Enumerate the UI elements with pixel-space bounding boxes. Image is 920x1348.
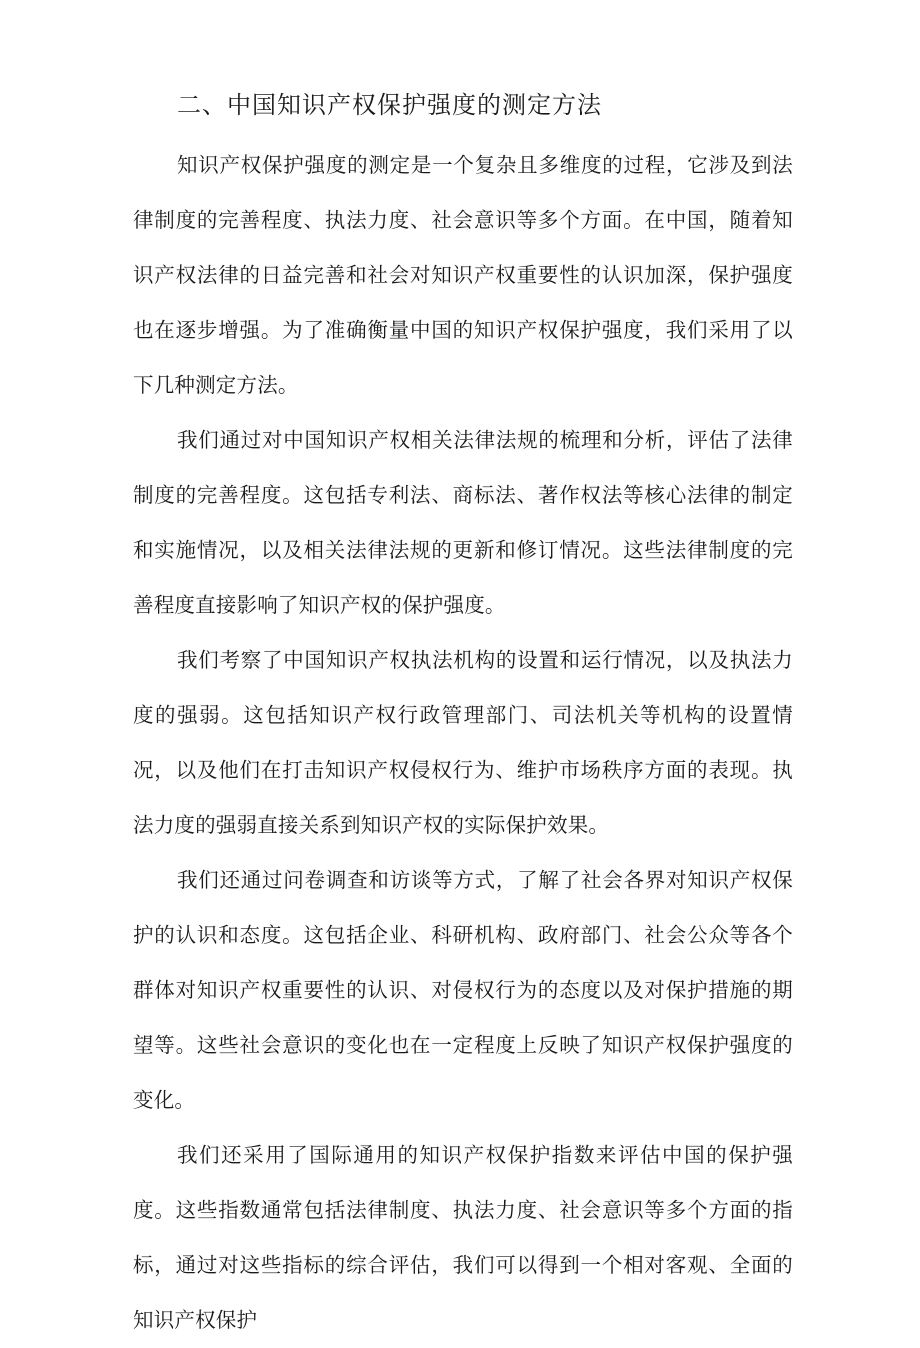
paragraph-1: 知识产权保护强度的测定是一个复杂且多维度的过程，它涉及到法律制度的完善程度、执法力度、社会意识等多个方面。在中国，随着知识产权法律的日益完善和社会对知识产权重要性的认识加深，保护强度也在逐步增强。为了准确衡量中国的知识产权保护强度，我们采用了以下几种测定方法。 xyxy=(133,153,793,397)
document-body xyxy=(133,84,793,1348)
paragraph-4: 我们还通过问卷调查和访谈等方式，了解了社会各界对知识产权保护的认识和态度。这包括企业、科研机构、政府部门、社会公众等各个群体对知识产权重要性的认识、对侵权行为的态度以及对保护措施的期望等。这些社会意识的变化也在一定程度上反映了知识产权保护强度的变化。 xyxy=(133,868,793,1112)
paragraph-5: 我们还采用了国际通用的知识产权保护指数来评估中国的保护强度。这些指数通常包括法律制度、执法力度、社会意识等多个方面的指标，通过对这些指标的综合评估，我们可以得到一个相对客观、全面的知识产权保护 xyxy=(133,1143,793,1332)
section-heading: 二、中国知识产权保护强度的测定方法 xyxy=(177,91,602,119)
paragraph-3: 我们考察了中国知识产权执法机构的设置和运行情况，以及执法力度的强弱。这包括知识产权行政管理部门、司法机关等机构的设置情况，以及他们在打击知识产权侵权行为、维护市场秩序方面的表现。执法力度的强弱直接关系到知识产权的实际保护效果。 xyxy=(133,648,793,837)
paragraph-2: 我们通过对中国知识产权相关法律法规的梳理和分析，评估了法律制度的完善程度。这包括专利法、商标法、著作权法等核心法律的制定和实施情况，以及相关法律法规的更新和修订情况。这些法律制度的完善程度直接影响了知识产权的保护强度。 xyxy=(133,428,793,617)
